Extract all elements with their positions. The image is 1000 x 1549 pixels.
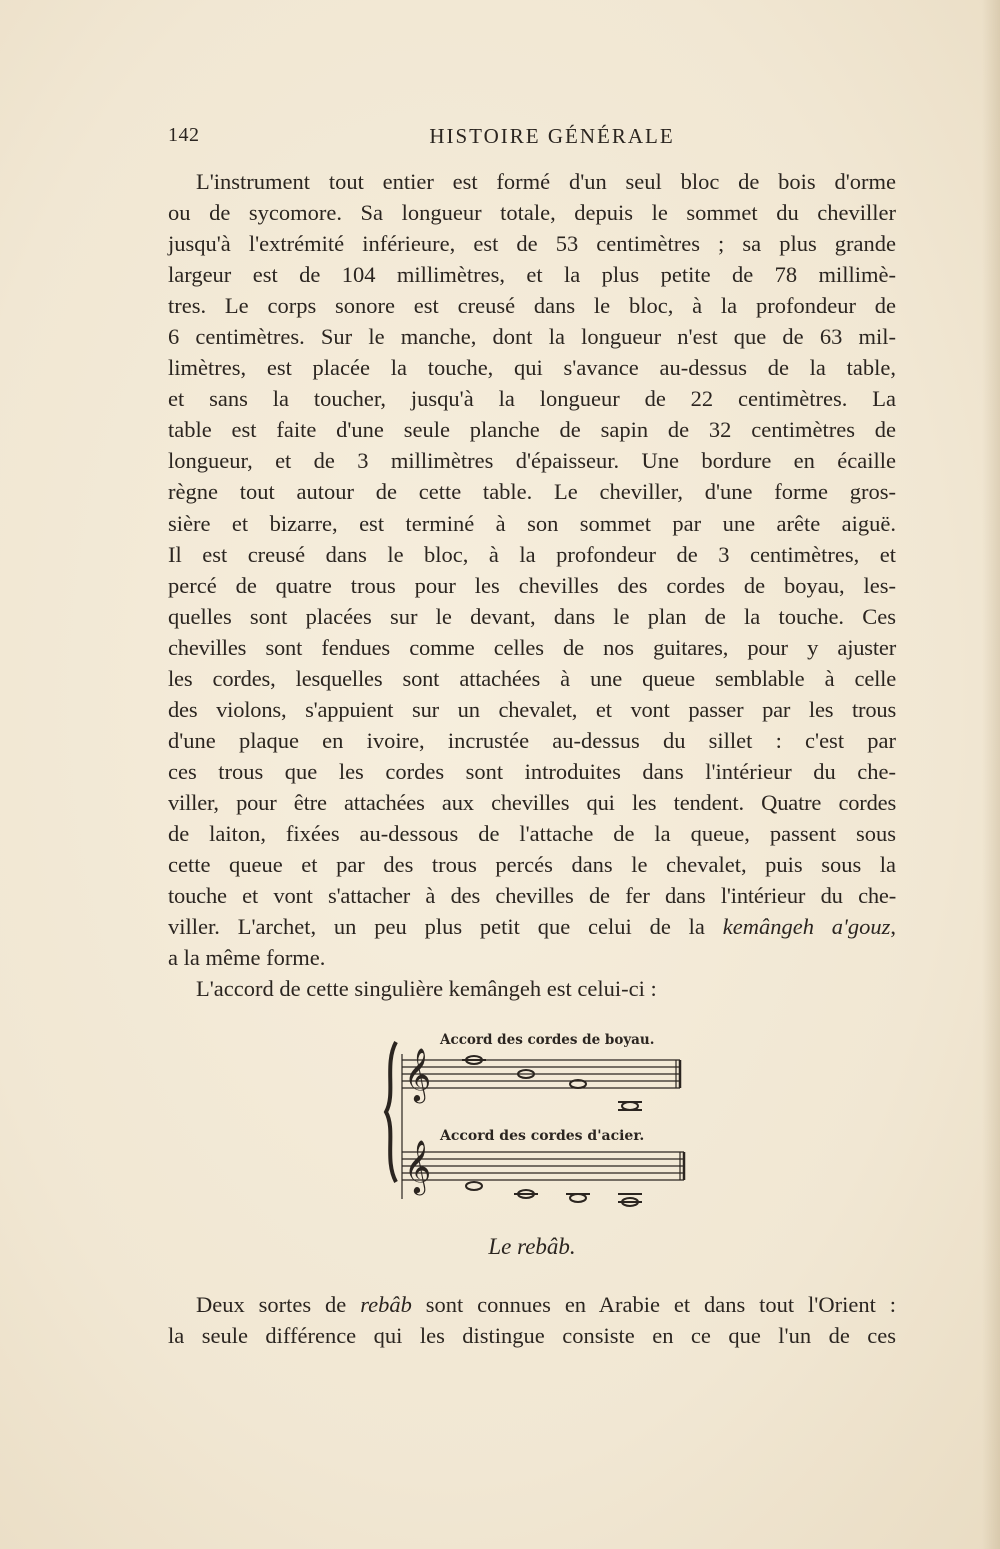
- text-line: quelles sont placées sur le devant, dans le plan de la touche. Ces: [168, 603, 896, 629]
- staff-gut: [402, 1054, 680, 1199]
- notes-gut: [462, 1056, 642, 1110]
- treble-clef-icon: 𝄞: [404, 1139, 432, 1193]
- text-line: ces trous que les cordes sont introduites dans l'intérieur du che-: [168, 758, 896, 784]
- label-steel-strings: Accord des cordes d'acier.: [440, 1128, 645, 1144]
- text-fragment: ,: [890, 914, 897, 940]
- label-gut-strings: Accord des cordes de boyau.: [440, 1032, 655, 1048]
- text-line: touche et vont s'attacher à des chevilles de fer dans l'intérieur du che-: [168, 883, 896, 909]
- running-title: HISTOIRE GÉNÉRALE: [429, 124, 675, 148]
- music-staff-figure: [382, 1024, 702, 1214]
- text-line: a la même forme.: [168, 945, 326, 971]
- text-line: limètres, est placée la touche, qui s'avance au-dessus de la table,: [168, 355, 896, 381]
- text-line: de laiton, fixées au-dessous de l'attache de la queue, passent sous: [168, 820, 896, 846]
- staff-steel: [402, 1152, 684, 1180]
- page-header: [168, 124, 896, 154]
- text-line: largeur est de 104 millimètres, et la plus petite de 78 millimè-: [168, 262, 896, 288]
- text-fragment: viller. L'archet, un peu plus petit que celui de la: [168, 914, 723, 940]
- text-line: jusqu'à l'extrémité inférieure, est de 53 centimètres ; sa plus grande: [168, 231, 896, 257]
- brace-icon: [386, 1042, 396, 1182]
- text-line: viller, pour être attachées aux chevilles qui les tendent. Quatre cordes: [168, 789, 896, 815]
- text-line: longueur, et de 3 millimètres d'épaisseur. Une bordure en écaille: [168, 448, 896, 474]
- text-fragment: sont connues en Arabie et dans tout l'Orient :: [411, 1292, 896, 1317]
- text-line: [168, 1289, 896, 1320]
- text-line: percé de quatre trous pour les chevilles des cordes de boyau, les-: [168, 572, 896, 598]
- text-line: [168, 911, 896, 942]
- text-line: chevilles sont fendues comme celles de nos guitares, pour y ajuster: [168, 634, 896, 660]
- text-line: table est faite d'une seule planche de sapin de 32 centimètres de: [168, 417, 896, 443]
- page-edge-shadow: [982, 0, 1000, 1549]
- text-line: la seule différence qui les distingue consiste en ce que l'un de ces: [168, 1323, 896, 1349]
- text-line: Il est creusé dans le bloc, à la profondeur de 3 centimètres, et: [168, 541, 896, 567]
- text-line: des violons, s'appuient sur un chevalet, et vont passer par les trous: [168, 696, 896, 722]
- page-number: 142: [168, 124, 200, 146]
- text-line: d'une plaque en ivoire, incrustée au-dessus du sillet : c'est par: [168, 727, 896, 753]
- instrument-name-italic: kemângeh a'gouz: [722, 914, 891, 940]
- paragraph-rebab: [168, 1289, 896, 1351]
- text-line: cette queue et par des trous percés dans le chevalet, puis sous la: [168, 852, 896, 878]
- text-line: 6 centimètres. Sur le manche, dont la longueur n'est que de 63 mil-: [168, 324, 896, 350]
- text-line: et sans la toucher, jusqu'à la longueur de 22 centimètres. La: [168, 386, 896, 412]
- text-line: L'accord de cette singulière kemângeh est celui-ci :: [196, 976, 657, 1002]
- instrument-name-italic: rebâb: [360, 1292, 412, 1317]
- treble-clef-icon: 𝄞: [404, 1047, 432, 1101]
- text-line: les cordes, lesquelles sont attachées à une queue semblable à celle: [168, 665, 896, 691]
- text-line: L'instrument tout entier est formé d'un seul bloc de bois d'orme: [196, 169, 896, 194]
- text-line: tres. Le corps sonore est creusé dans le bloc, à la profondeur de: [168, 293, 896, 319]
- text-line: sière et bizarre, est terminé à son sommet par une arête aiguë.: [168, 510, 896, 536]
- notes-steel: [466, 1182, 642, 1206]
- section-caption: Le rebâb.: [488, 1234, 576, 1259]
- text-line: ou de sycomore. Sa longueur totale, depuis le sommet du cheviller: [168, 200, 896, 226]
- paragraph-kemangeh-description: [168, 166, 896, 1004]
- tuning-notation: [382, 1024, 702, 1214]
- text-fragment: Deux sortes de: [196, 1292, 361, 1317]
- text-line: règne tout autour de cette table. Le cheviller, d'une forme gros-: [168, 479, 896, 505]
